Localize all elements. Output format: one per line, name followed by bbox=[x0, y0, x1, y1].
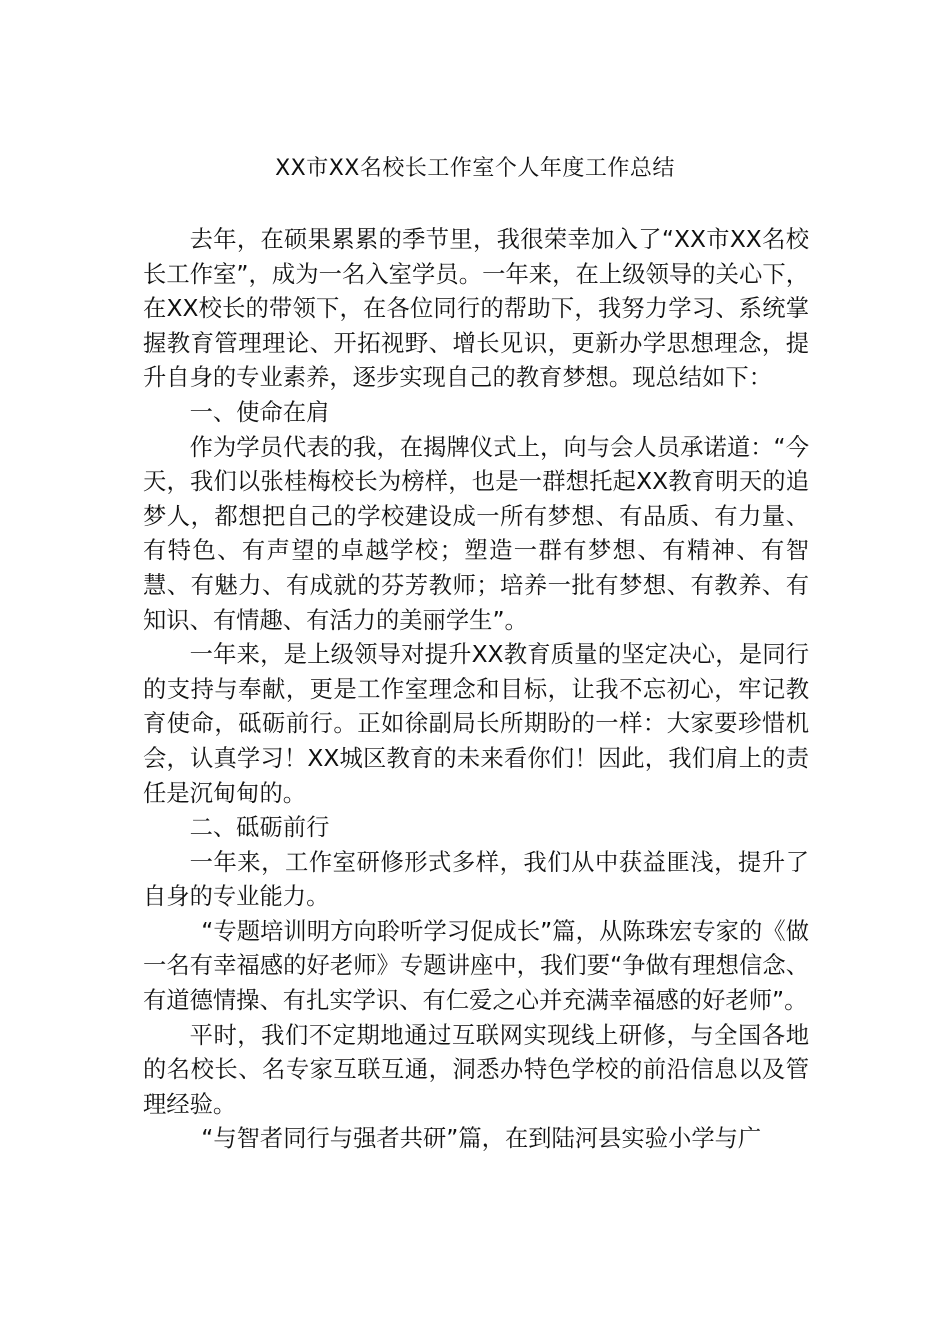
paragraph-intro: 去年，在硕果累累的季节里，我很荣幸加入了“XX市XX名校长工作室”，成为一名入室学员。一年来，在上级领导的关心下，在XX校长的带领下，在各位同行的帮助下，我努力学习、系统掌握教育管理理论、开拓视野、增长见识，更新办学思想理念，提升自身的专业素养，逐步实现自己的教育梦想。现总结如下： bbox=[143, 226, 809, 392]
document-body bbox=[143, 223, 809, 1157]
paragraph-special-training: “专题培训明方向聆听学习促成长”篇，从陈珠宏专家的《做一名有幸福感的好老师》专题讲座中，我们要“争做有理想信念、有道德情操、有扎实学识、有仁爱之心并充满幸福感的好老师”。 bbox=[143, 917, 809, 1015]
paragraph-pledge: 作为学员代表的我，在揭牌仪式上，向与会人员承诺道：“今天，我们以张桂梅校长为榜样，也是一群想托起XX教育明天的追梦人，都想把自己的学校建设成一所有梦想、有品质、有力量、有特色、有声望的卓越学校；塑造一群有梦想、有精神、有智慧、有魅力、有成就的芬芳教师；培养一批有梦想、有教养、有知识、有情趣、有活力的美丽学生”。 bbox=[143, 433, 809, 634]
document-title: XX市XX名校长工作室个人年度工作总结 bbox=[275, 156, 675, 181]
paragraph-responsibility: 一年来，是上级领导对提升XX教育质量的坚定决心，是同行的支持与奉献，更是工作室理念和目标，让我不忘初心，牢记教育使命，砥砺前行。正如徐副局长所期盼的一样：大家要珍惜机会，认真学习！XX城区教育的未来看你们！因此，我们肩上的责任是沉甸甸的。 bbox=[143, 641, 809, 807]
section-heading-mission: 一、使命在肩 bbox=[189, 398, 330, 426]
paragraph-online-study: 平时，我们不定期地通过互联网实现线上研修，与全国各地的名校长、名专家互联互通，洞悉办特色学校的前沿信息以及管理经验。 bbox=[143, 1021, 809, 1118]
paragraph-peer-visit: “与智者同行与强者共研”篇，在到陆河县实验小学与广 bbox=[201, 1125, 762, 1153]
section-heading-forging-ahead: 二、砥砺前行 bbox=[189, 814, 330, 842]
paragraph-study-forms: 一年来，工作室研修形式多样，我们从中获益匪浅，提升了自身的专业能力。 bbox=[143, 848, 809, 911]
